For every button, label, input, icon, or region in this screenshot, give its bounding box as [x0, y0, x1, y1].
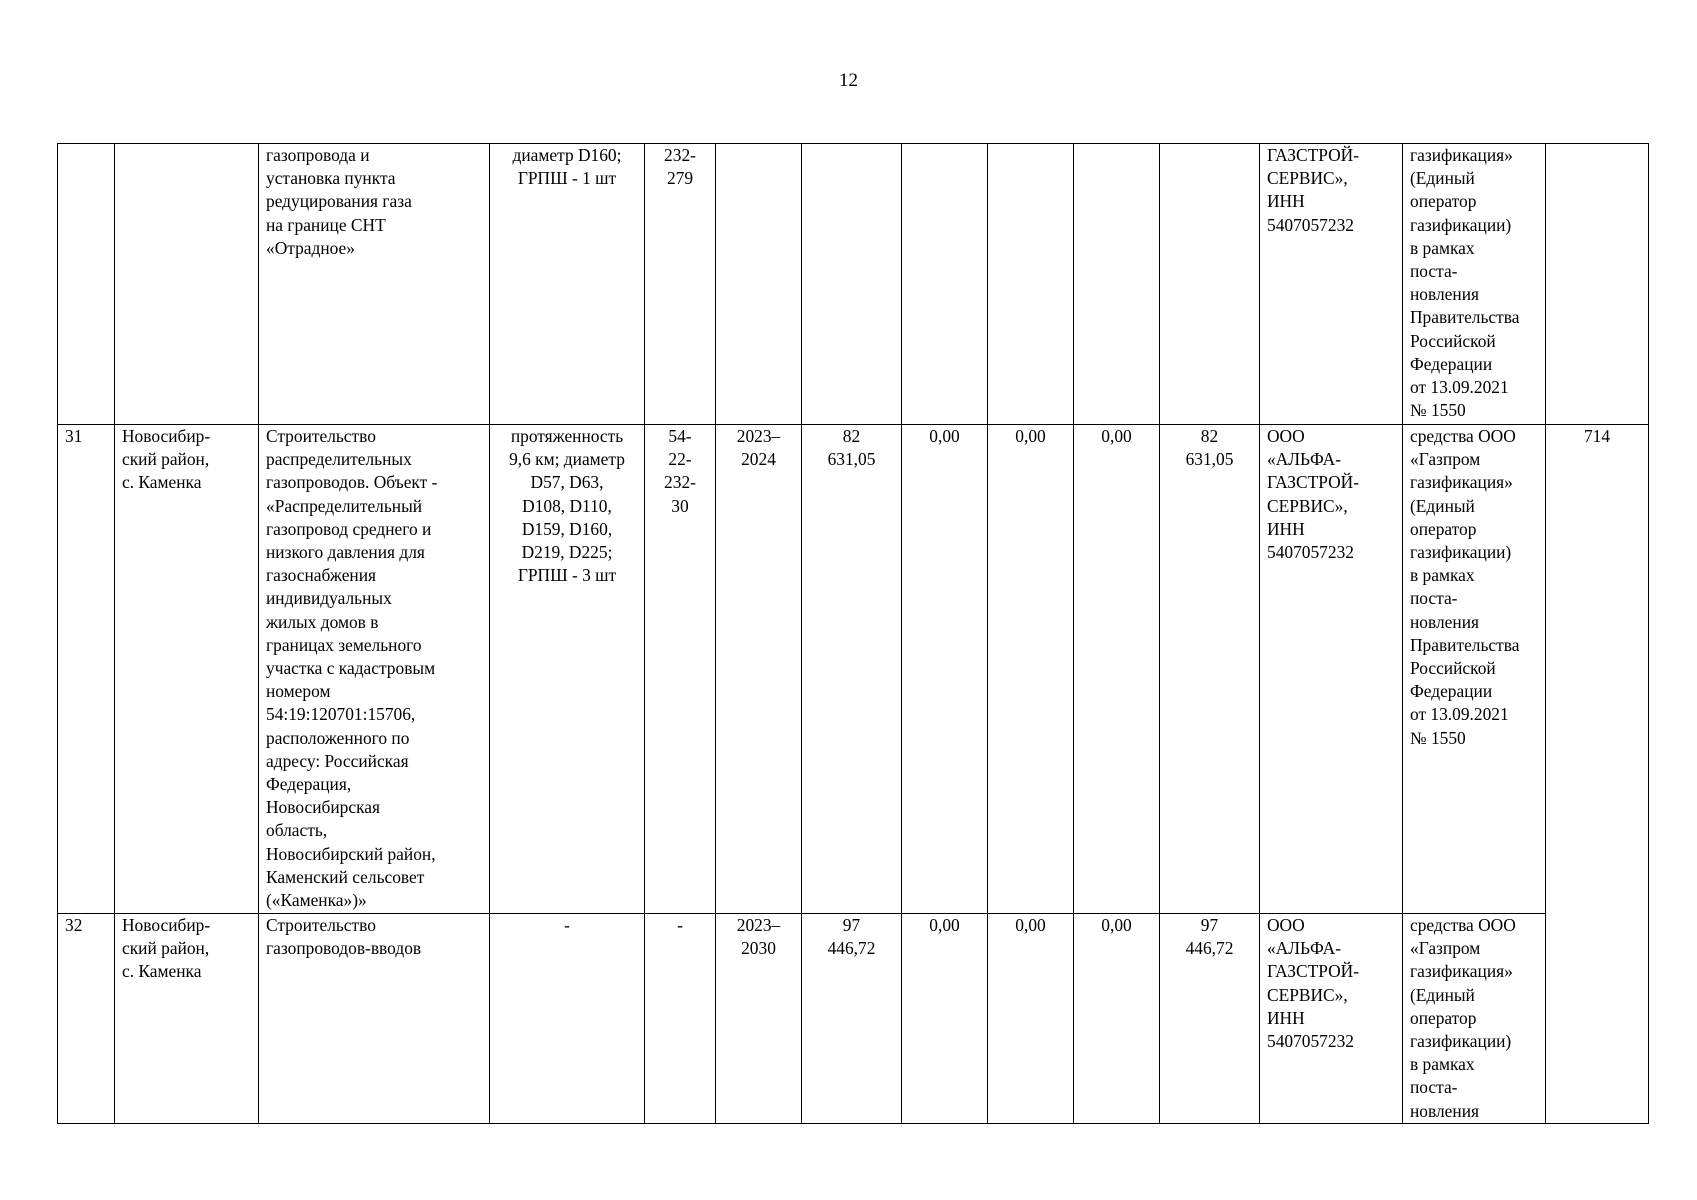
cell-value-2: 0,00 — [988, 914, 1074, 1124]
cell-object: Строительство распределительных газопроводов. Объект - «Распределительный газопровод среднего и низкого давления для газоснабжения индивидуальных жилых домов в границах земельного участка с кадастровым номером 54:19:120701:15706, расположенного по адресу: Российская Федерация, Новосибирская область, Новосибирский район, Каменский сельсовет («Каменка»)» — [259, 425, 490, 914]
cell-value-4: 82 631,05 — [1160, 425, 1260, 914]
page-number: 12 — [839, 70, 858, 91]
cell-characteristics: диаметр D160; ГРПШ - 1 шт — [490, 144, 645, 425]
cell-location — [115, 144, 259, 425]
cell-funding-source: средства ООО «Газпром газификация» (Единый оператор газификации) в рамках поста- новления — [1403, 914, 1546, 1124]
cell-value-4: 97 446,72 — [1160, 914, 1260, 1124]
cell-value-1: 0,00 — [902, 914, 988, 1124]
cell-location: Новосибир- ский район, с. Каменка — [115, 425, 259, 914]
cell-code: - — [645, 914, 716, 1124]
cell-funding-source: газификация» (Единый оператор газификации) в рамках поста- новления Правительства Российской Федерации от 13.09.2021 № 1550 — [1403, 144, 1546, 425]
cell-funding-source: средства ООО «Газпром газификация» (Единый оператор газификации) в рамках поста- новления Правительства Российской Федерации от 13.09.2021 № 1550 — [1403, 425, 1546, 914]
cell-period — [716, 144, 802, 425]
cell-num: 31 — [58, 425, 115, 914]
cell-total: 97 446,72 — [802, 914, 902, 1124]
cell-period: 2023– 2030 — [716, 914, 802, 1124]
table-row — [58, 425, 1649, 914]
cell-value-1 — [902, 144, 988, 425]
cell-value-2: 0,00 — [988, 425, 1074, 914]
cell-num — [58, 144, 115, 425]
cell-code: 232- 279 — [645, 144, 716, 425]
cell-characteristics: протяженность 9,6 км; диаметр D57, D63, D108, D110, D159, D160, D219, D225; ГРПШ - 3 шт — [490, 425, 645, 914]
cell-characteristics: - — [490, 914, 645, 1124]
investment-program-table — [57, 143, 1649, 1124]
cell-total: 82 631,05 — [802, 425, 902, 914]
cell-executor: ООО «АЛЬФА- ГАЗСТРОЙ- СЕРВИС», ИНН 5407057232 — [1260, 914, 1403, 1124]
cell-last — [1546, 144, 1649, 425]
table-row — [58, 914, 1649, 1124]
cell-value-1: 0,00 — [902, 425, 988, 914]
cell-period: 2023– 2024 — [716, 425, 802, 914]
cell-num: 32 — [58, 914, 115, 1124]
cell-value-2 — [988, 144, 1074, 425]
cell-location: Новосибир- ский район, с. Каменка — [115, 914, 259, 1124]
table-row — [58, 144, 1649, 425]
cell-total — [802, 144, 902, 425]
cell-code: 54- 22- 232- 30 — [645, 425, 716, 914]
cell-last: 714 — [1546, 425, 1649, 1124]
cell-object: газопровода и установка пункта редуцирования газа на границе СНТ «Отрадное» — [259, 144, 490, 425]
cell-executor: ООО «АЛЬФА- ГАЗСТРОЙ- СЕРВИС», ИНН 5407057232 — [1260, 425, 1403, 914]
cell-object: Строительство газопроводов-вводов — [259, 914, 490, 1124]
cell-executor: ГАЗСТРОЙ- СЕРВИС», ИНН 5407057232 — [1260, 144, 1403, 425]
cell-value-3: 0,00 — [1074, 425, 1160, 914]
cell-value-4 — [1160, 144, 1260, 425]
cell-value-3: 0,00 — [1074, 914, 1160, 1124]
cell-value-3 — [1074, 144, 1160, 425]
